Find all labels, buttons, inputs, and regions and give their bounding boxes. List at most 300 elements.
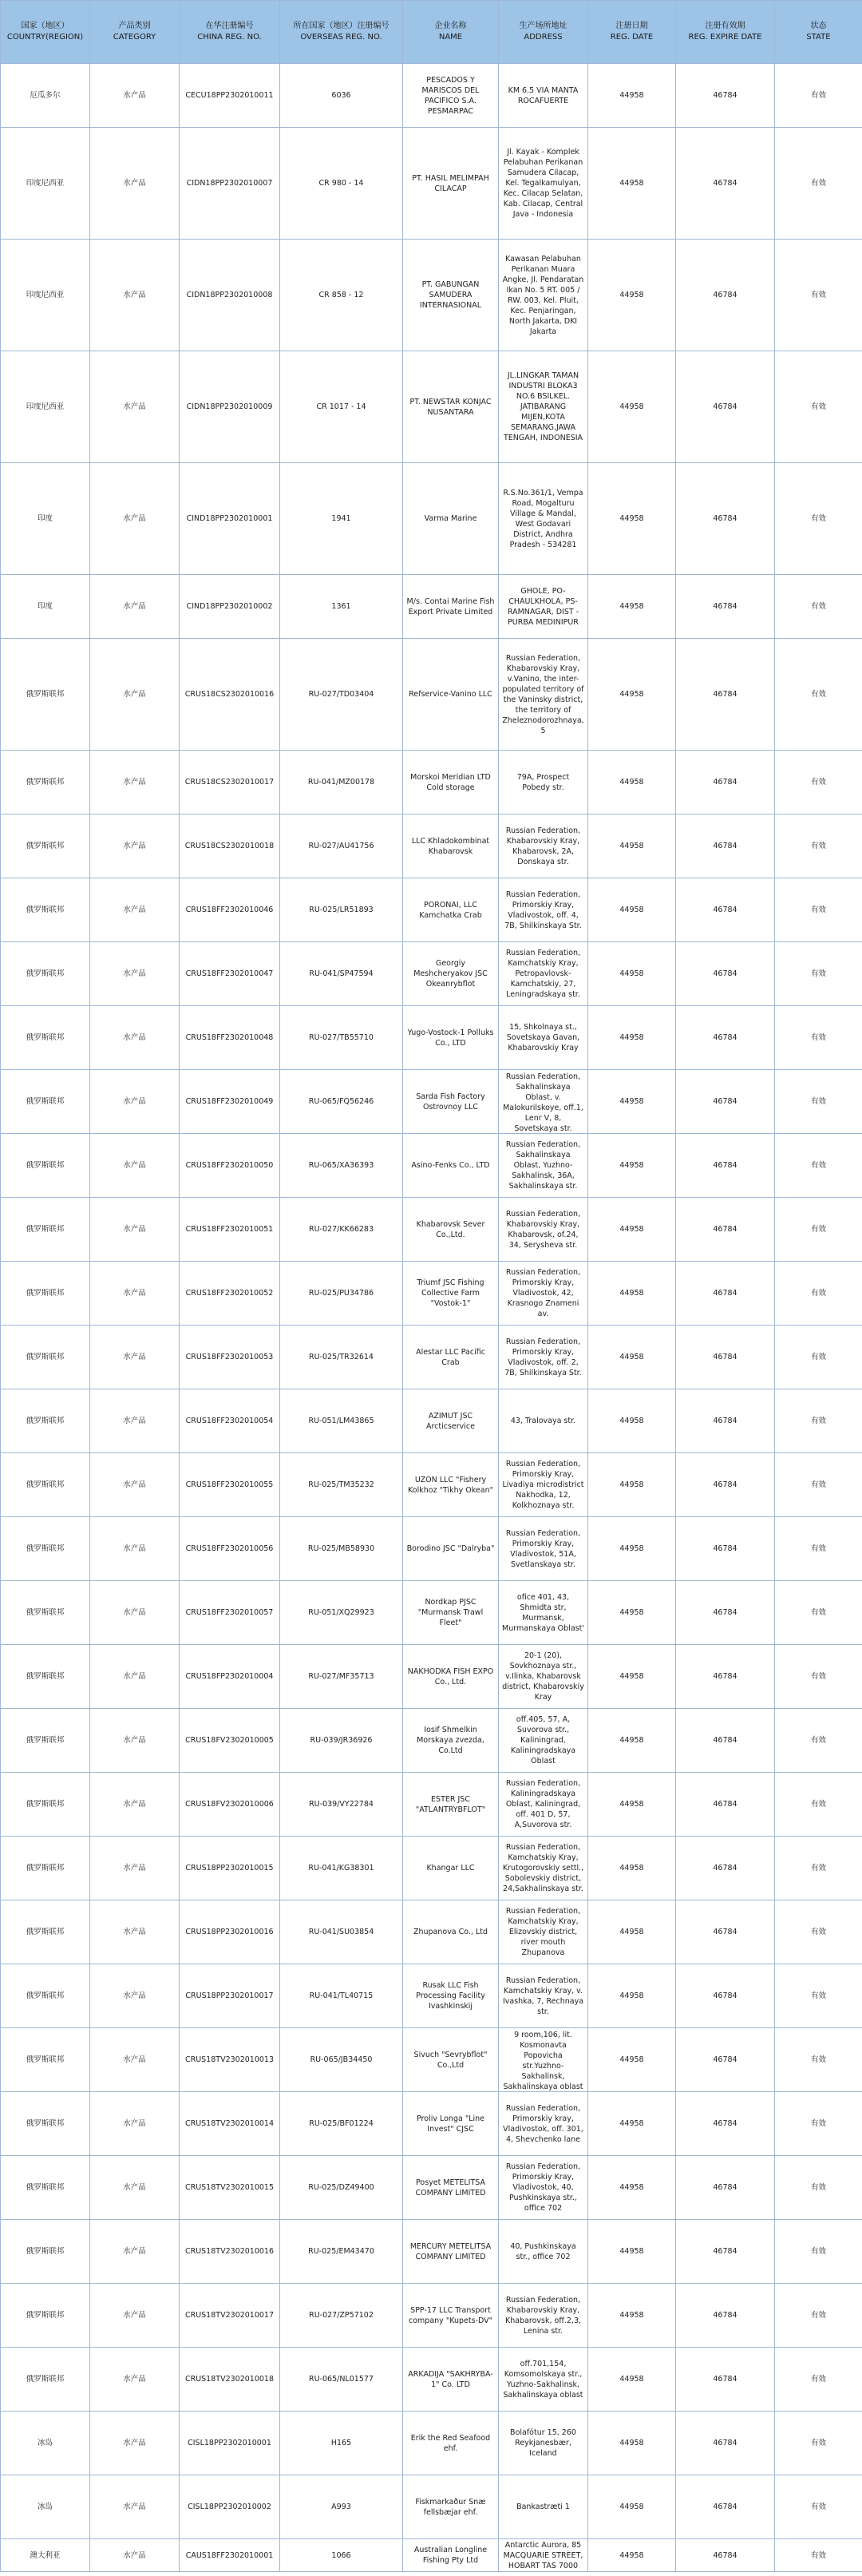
cell-reg-date: [588, 2348, 676, 2412]
cell-category-text: 水产品: [123, 1608, 146, 1617]
cell-address-text: Russian Federation, Primorskiy kray, Vladivostok, off. 301, 4, Shevchenko lane: [503, 2103, 583, 2144]
cell-overseas-reg-text: RU-027/TB55710: [309, 1033, 374, 1042]
cell-china-reg-text: CRUS18FF2302010057: [185, 1608, 274, 1617]
header-category-en: CATEGORY: [113, 33, 156, 42]
cell-country: [1, 1006, 90, 1070]
table-row: [1, 1389, 862, 1453]
cell-expire-date-text: 46784: [713, 842, 737, 850]
cell-country: [1, 1389, 90, 1453]
cell-category: [90, 1900, 180, 1964]
cell-state: [775, 1262, 862, 1326]
cell-expire-date: [676, 1964, 775, 2028]
cell-category-text: 水产品: [123, 1480, 146, 1489]
cell-overseas-reg: [280, 1070, 403, 1134]
cell-overseas-reg-text: RU-025/TM35232: [308, 1480, 374, 1489]
cell-state: [775, 942, 862, 1006]
cell-country-text: 印度尼西亚: [26, 291, 65, 299]
cell-country: [1, 2348, 90, 2412]
cell-overseas-reg-text: RU-065/JB34450: [310, 2055, 373, 2064]
cell-country: [1, 814, 90, 878]
cell-overseas-reg-text: 1941: [331, 514, 351, 523]
cell-country-text: 俄罗斯联邦: [26, 1928, 65, 1936]
cell-address-text: off.701,154, Komsomolskaya str., Yuzhno-Sakhalinsk, Sakhalinskaya oblast: [503, 2359, 583, 2400]
cell-address: [499, 2412, 588, 2475]
cell-china-reg-text: CIDN18PP2302010009: [186, 402, 273, 411]
cell-country: [1, 1773, 90, 1837]
cell-category: [90, 1964, 180, 2028]
cell-overseas-reg: [280, 1773, 403, 1837]
cell-country-text: 俄罗斯联邦: [26, 1480, 65, 1489]
cell-overseas-reg-text: CR 1017 - 14: [316, 402, 366, 411]
cell-country: [1, 2284, 90, 2348]
cell-state: [775, 1645, 862, 1709]
cell-category: [90, 1773, 180, 1837]
cell-category-text: 水产品: [123, 2119, 146, 2128]
cell-name: [403, 1198, 499, 1262]
cell-name-text: PT. HASIL MELIMPAH CILACAP: [412, 173, 489, 193]
cell-reg-date-text: 44958: [619, 842, 644, 850]
cell-address: [499, 2028, 588, 2092]
cell-name: [403, 2028, 499, 2092]
cell-overseas-reg-text: RU-027/TD03404: [308, 690, 374, 699]
cell-expire-date-text: 46784: [713, 1033, 737, 1042]
table-row: [1, 878, 862, 942]
cell-address: [499, 575, 588, 639]
cell-name: [403, 1900, 499, 1964]
cell-name: [403, 240, 499, 351]
cell-category: [90, 2475, 180, 2539]
cell-expire-date: [676, 463, 775, 575]
cell-reg-date: [588, 878, 676, 942]
cell-country: [1, 639, 90, 751]
cell-country: [1, 2220, 90, 2284]
cell-address: [499, 1645, 588, 1709]
cell-overseas-reg-text: RU-027/KK66283: [309, 1225, 374, 1234]
cell-state-text: 有效: [810, 778, 826, 787]
cell-category-text: 水产品: [123, 1991, 146, 2000]
cell-reg-date-text: 44958: [619, 2247, 644, 2256]
cell-name: [403, 1070, 499, 1134]
cell-state: [775, 2348, 862, 2412]
cell-state: [775, 1964, 862, 2028]
table-row: [1, 2220, 862, 2284]
cell-expire-date-text: 46784: [713, 2183, 737, 2192]
cell-reg-date: [588, 1645, 676, 1709]
cell-reg-date-text: 44958: [619, 1544, 644, 1553]
header-reg-date: [588, 1, 676, 64]
cell-state-text: 有效: [810, 2550, 826, 2560]
cell-category: [90, 2220, 180, 2284]
cell-china-reg: [180, 351, 280, 463]
cell-category: [90, 1517, 180, 1581]
cell-expire-date-text: 46784: [713, 2550, 737, 2560]
cell-expire-date: [676, 2028, 775, 2092]
cell-reg-date-text: 44958: [619, 1033, 644, 1042]
cell-country-text: 俄罗斯联邦: [26, 1800, 65, 1809]
cell-overseas-reg: [280, 463, 403, 575]
cell-expire-date: [676, 1134, 775, 1198]
cell-country-text: 冰岛: [37, 2439, 53, 2447]
cell-state-text: 有效: [810, 602, 826, 611]
cell-overseas-reg: [280, 1581, 403, 1645]
table-row: [1, 1964, 862, 2028]
cell-expire-date-text: 46784: [713, 602, 737, 611]
cell-china-reg: [180, 1453, 280, 1517]
cell-category-text: 水产品: [123, 842, 146, 850]
cell-expire-date-text: 46784: [713, 2055, 737, 2064]
cell-category: [90, 1134, 180, 1198]
cell-reg-date: [588, 1134, 676, 1198]
cell-reg-date-text: 44958: [619, 1608, 644, 1617]
cell-country-text: 俄罗斯联邦: [26, 2055, 65, 2064]
cell-overseas-reg-text: 6036: [331, 91, 351, 100]
cell-expire-date: [676, 1517, 775, 1581]
cell-reg-date-text: 44958: [619, 1353, 644, 1361]
cell-address: [499, 1453, 588, 1517]
cell-china-reg: [180, 1773, 280, 1837]
cell-address-text: Bankastræti 1: [516, 2503, 570, 2511]
cell-reg-date: [588, 1262, 676, 1326]
cell-china-reg-text: CRUS18FF2302010046: [185, 906, 274, 914]
cell-expire-date: [676, 2539, 775, 2572]
cell-category-text: 水产品: [123, 2439, 146, 2447]
cell-china-reg-text: CIDN18PP2302010008: [186, 291, 273, 299]
cell-category-text: 水产品: [123, 906, 146, 914]
cell-expire-date-text: 46784: [713, 1480, 737, 1489]
cell-country: [1, 240, 90, 351]
header-overseas-reg-en: OVERSEAS REG. NO.: [300, 33, 382, 42]
cell-category-text: 水产品: [123, 1097, 146, 1106]
cell-name-text: Khangar LLC: [426, 1864, 475, 1873]
cell-expire-date-text: 46784: [713, 906, 737, 914]
cell-address: [499, 942, 588, 1006]
cell-china-reg-text: CRUS18TV2302010015: [184, 2183, 275, 2192]
cell-overseas-reg-text: CR 980 - 14: [318, 179, 364, 188]
cell-state-text: 有效: [810, 1097, 826, 1106]
cell-reg-date: [588, 639, 676, 751]
cell-address-text: KM 6.5 VIA MANTA ROCAFUERTE: [508, 85, 579, 105]
cell-address-text: Russian Federation, Kamchatskiy Kray, v. Ivashka, 7, Rechnaya str.: [502, 1976, 584, 2016]
cell-china-reg-text: CRUS18FF2302010052: [185, 1289, 274, 1298]
header-overseas-reg-cn: 所在国家（地区）注册编号: [293, 22, 389, 30]
cell-state-text: 有效: [810, 1417, 826, 1425]
cell-reg-date: [588, 128, 676, 240]
cell-expire-date-text: 46784: [713, 690, 737, 699]
cell-name-text: Sivuch "Sevrybflot" Co.,Ltd: [413, 2050, 488, 2070]
cell-category-text: 水产品: [123, 969, 146, 978]
cell-address-text: R.S.No.361/1, Vempa Road, Mogalturu Village & Mandal, West Godavari District, Andhra Pradesh - 534281: [503, 488, 583, 549]
cell-address-text: Russian Federation, Primorskiy Kray, Vladivostok, 42, Krasnogo Znameni av.: [505, 1268, 581, 1318]
cell-china-reg: [180, 1900, 280, 1964]
cell-reg-date: [588, 240, 676, 351]
cell-name-text: Khabarovsk Sever Co.,Ltd.: [416, 1219, 485, 1239]
cell-china-reg-text: CRUS18CS2302010018: [184, 842, 275, 850]
cell-expire-date: [676, 878, 775, 942]
cell-reg-date: [588, 1070, 676, 1134]
cell-state-text: 有效: [810, 1800, 826, 1809]
cell-reg-date-text: 44958: [619, 179, 644, 188]
header-name-en: NAME: [438, 33, 463, 42]
cell-china-reg-text: CRUS18PP2302010017: [185, 1991, 274, 2000]
cell-country-text: 俄罗斯联邦: [26, 1672, 65, 1681]
cell-expire-date-text: 46784: [713, 2503, 737, 2511]
cell-reg-date: [588, 1006, 676, 1070]
cell-reg-date: [588, 2220, 676, 2284]
cell-reg-date: [588, 2284, 676, 2348]
cell-expire-date: [676, 2348, 775, 2412]
cell-name-text: PT. NEWSTAR KONJAC NUSANTARA: [409, 397, 492, 417]
cell-category-text: 水产品: [123, 690, 146, 699]
cell-name: [403, 2092, 499, 2156]
cell-expire-date-text: 46784: [713, 91, 737, 100]
cell-overseas-reg-text: RU-027/AU41756: [308, 842, 374, 850]
cell-address: [499, 64, 588, 128]
cell-overseas-reg: [280, 2348, 403, 2412]
cell-china-reg: [180, 2220, 280, 2284]
cell-china-reg: [180, 240, 280, 351]
header-overseas-reg: [280, 1, 403, 64]
cell-category: [90, 1453, 180, 1517]
table-body: [1, 64, 862, 2572]
cell-china-reg-text: CRUS18FV2302010005: [185, 1736, 274, 1745]
cell-overseas-reg: [280, 1900, 403, 1964]
cell-china-reg-text: CIDN18PP2302010007: [186, 179, 273, 188]
cell-name-text: MERCURY METELITSA COMPANY LIMITED: [409, 2241, 492, 2261]
cell-category-text: 水产品: [123, 1736, 146, 1745]
cell-state-text: 有效: [810, 2119, 826, 2128]
table-row: [1, 240, 862, 351]
cell-category: [90, 2092, 180, 2156]
cell-overseas-reg-text: RU-025/DZ49400: [308, 2183, 374, 2192]
cell-category: [90, 351, 180, 463]
cell-reg-date: [588, 1581, 676, 1645]
cell-address-text: Kawasan Pelabuhan Perikanan Muara Angke, Jl. Pendaratan Ikan No. 5 RT. 005 / RW. 003, Kel. Pluit, Kec. Penjaringan, North Jakarta, DKI Jakarta: [502, 254, 584, 336]
cell-address: [499, 751, 588, 814]
cell-state-text: 有效: [810, 1480, 826, 1489]
cell-state: [775, 64, 862, 128]
cell-reg-date: [588, 64, 676, 128]
cell-overseas-reg-text: RU-041/MZ00178: [307, 778, 375, 787]
cell-address-text: Russian Federation, Primorskiy Kray, Vladivostok, 40, Pushkinskaya str., office 702: [505, 2162, 581, 2213]
cell-china-reg: [180, 1837, 280, 1900]
table-row: [1, 1134, 862, 1198]
cell-china-reg-text: CIND18PP2302010001: [186, 514, 273, 523]
cell-state: [775, 463, 862, 575]
cell-state-text: 有效: [810, 906, 826, 914]
cell-china-reg: [180, 751, 280, 814]
cell-state-text: 有效: [810, 1033, 826, 1042]
table-row: [1, 575, 862, 639]
cell-china-reg-text: CRUS18FF2302010055: [185, 1480, 274, 1489]
cell-expire-date-text: 46784: [713, 2311, 737, 2320]
cell-name: [403, 814, 499, 878]
cell-overseas-reg: [280, 2156, 403, 2220]
cell-category-text: 水产品: [123, 1033, 146, 1042]
cell-address: [499, 1517, 588, 1581]
table-row: [1, 351, 862, 463]
cell-category-text: 水产品: [123, 2055, 146, 2064]
cell-expire-date: [676, 2220, 775, 2284]
cell-overseas-reg: [280, 1262, 403, 1326]
cell-name: [403, 2284, 499, 2348]
cell-state: [775, 814, 862, 878]
cell-name-text: ESTER JSC "ATLANTRYBFLOT": [415, 1794, 486, 1814]
cell-address-text: Russian Federation, Kamchatskiy Kray, Petropavlovsk-Kamchatskiy, 27, Leningradskaya str.: [505, 949, 581, 999]
cell-china-reg-text: CRUS18FV2302010006: [185, 1800, 274, 1809]
cell-address-text: Russian Federation, Kamchatskiy Kray, Elizovskiy district, river mouth Zhupanova: [505, 1907, 581, 1957]
header-row: [1, 1, 862, 64]
cell-address-text: Russian Federation, Kamchatskiy Kray, Krutogorovskiy settl., Sobolevskiy district, 24,Sakhalinskaya str.: [502, 1843, 584, 1893]
table-row: [1, 2092, 862, 2156]
cell-overseas-reg-text: RU-027/MF35713: [308, 1672, 374, 1681]
cell-state-text: 有效: [810, 1289, 826, 1298]
cell-overseas-reg: [280, 751, 403, 814]
cell-name: [403, 1389, 499, 1453]
cell-address-text: GHOLE, PO-CHAULKHOLA, PS-RAMNAGAR, DIST - PURBA MEDINIPUR: [507, 586, 579, 627]
cell-overseas-reg: [280, 351, 403, 463]
cell-category: [90, 814, 180, 878]
table-row: [1, 1773, 862, 1837]
header-state-en: STATE: [806, 33, 831, 42]
cell-name-text: Georgiy Meshcheryakov JSC Okeanrybflot: [413, 959, 488, 989]
cell-category-text: 水产品: [123, 1864, 146, 1873]
cell-name-text: ARKADIJA "SAKHRYBA-1" Co. LTD: [408, 2369, 493, 2389]
cell-china-reg: [180, 1645, 280, 1709]
cell-reg-date: [588, 1453, 676, 1517]
cell-name-text: Yugo-Vostock-1 Polluks Co., LTD: [407, 1028, 494, 1048]
cell-overseas-reg: [280, 128, 403, 240]
cell-expire-date: [676, 639, 775, 751]
cell-state: [775, 1326, 862, 1389]
cell-expire-date-text: 46784: [713, 2247, 737, 2256]
cell-state: [775, 240, 862, 351]
cell-category: [90, 64, 180, 128]
cell-state-text: 有效: [810, 1991, 826, 2000]
cell-state: [775, 1837, 862, 1900]
header-state: [775, 1, 862, 64]
cell-country: [1, 1326, 90, 1389]
cell-category-text: 水产品: [123, 1544, 146, 1553]
cell-state-text: 有效: [810, 969, 826, 978]
cell-reg-date-text: 44958: [619, 1417, 644, 1425]
cell-expire-date: [676, 1709, 775, 1773]
cell-expire-date: [676, 1453, 775, 1517]
header-name-cn: 企业名称: [434, 22, 467, 30]
cell-name: [403, 751, 499, 814]
cell-china-reg-text: CRUS18TV2302010017: [184, 2311, 275, 2320]
cell-category: [90, 639, 180, 751]
cell-address-text: 79A, Prospect Pobedy str.: [516, 772, 570, 792]
cell-name-text: PESCADOS Y MARISCOS DEL PACIFICO S.A. PESMARPAC: [421, 75, 480, 116]
cell-name: [403, 1837, 499, 1900]
cell-state: [775, 2092, 862, 2156]
cell-china-reg: [180, 575, 280, 639]
cell-reg-date-text: 44958: [619, 2183, 644, 2192]
cell-china-reg-text: CAUS18FF2302010001: [185, 2550, 274, 2560]
cell-country-text: 俄罗斯联邦: [26, 1864, 65, 1873]
cell-country: [1, 1581, 90, 1645]
cell-china-reg: [180, 2284, 280, 2348]
cell-address: [499, 1198, 588, 1262]
table-row: [1, 2539, 862, 2572]
cell-address-text: Russian Federation, Khabarovskiy Kray, v.Vanino, the inter-populated territory of the Vaninsky district, the territory of Zheleznodorozhnaya, 5: [502, 653, 584, 735]
cell-address: [499, 1389, 588, 1453]
cell-address: [499, 1837, 588, 1900]
cell-expire-date: [676, 2092, 775, 2156]
cell-name-text: Zhupanova Co., Ltd: [413, 1928, 488, 1936]
cell-address-text: off.405, 57, A, Suvorova str., Kaliningrad, Kaliningradskaya Oblast: [510, 1715, 576, 1766]
cell-state-text: 有效: [810, 1353, 826, 1361]
header-reg-date-cn: 注册日期: [615, 22, 648, 30]
cell-expire-date-text: 46784: [713, 291, 737, 299]
cell-category: [90, 1262, 180, 1326]
cell-country-text: 印度尼西亚: [26, 402, 65, 411]
cell-expire-date: [676, 814, 775, 878]
cell-overseas-reg: [280, 1645, 403, 1709]
cell-reg-date: [588, 2412, 676, 2475]
cell-china-reg: [180, 1326, 280, 1389]
cell-category-text: 水产品: [123, 602, 146, 611]
cell-country-text: 印度尼西亚: [26, 179, 65, 188]
cell-address-text: Russian Federation, Kaliningradskaya Oblast, Kaliningrad, off. 401 D, 57, A,Suvorova str.: [505, 1779, 581, 1829]
cell-state: [775, 2539, 862, 2572]
cell-country-text: 俄罗斯联邦: [26, 1353, 65, 1361]
cell-reg-date-text: 44958: [619, 2375, 644, 2384]
cell-expire-date-text: 46784: [713, 1289, 737, 1298]
cell-name-text: PT. GABUNGAN SAMUDERA INTERNASIONAL: [419, 280, 482, 310]
cell-category: [90, 1326, 180, 1389]
cell-state-text: 有效: [810, 1161, 826, 1170]
cell-country: [1, 1709, 90, 1773]
cell-category: [90, 1070, 180, 1134]
cell-country: [1, 2028, 90, 2092]
cell-expire-date-text: 46784: [713, 1161, 737, 1170]
cell-category-text: 水产品: [123, 402, 146, 411]
cell-state: [775, 575, 862, 639]
cell-china-reg: [180, 2028, 280, 2092]
cell-address-text: Russian Federation, Primorskiy Kray, Vladivostok, 51A, Svetlanskaya str.: [505, 1528, 581, 1569]
cell-category-text: 水产品: [123, 2311, 146, 2320]
cell-overseas-reg: [280, 1134, 403, 1198]
cell-reg-date: [588, 1900, 676, 1964]
table-row: [1, 1837, 862, 1900]
table-row: [1, 1517, 862, 1581]
cell-reg-date: [588, 2156, 676, 2220]
cell-reg-date-text: 44958: [619, 1289, 644, 1298]
cell-name: [403, 2475, 499, 2539]
table-row: [1, 1581, 862, 1645]
cell-reg-date-text: 44958: [619, 1991, 644, 2000]
cell-name: [403, 1134, 499, 1198]
cell-address: [499, 878, 588, 942]
cell-name: [403, 1517, 499, 1581]
cell-name: [403, 1645, 499, 1709]
cell-address-text: Russian Federation, Primorskiy Kray, Livadiya microdistrict Nakhodka, 12, Kolkhoznaya str.: [502, 1460, 584, 1510]
cell-state-text: 有效: [810, 2247, 826, 2256]
cell-state: [775, 1389, 862, 1453]
table-row: [1, 1900, 862, 1964]
cell-state-text: 有效: [810, 2183, 826, 2192]
cell-address-text: Russian Federation, Sakhalinskaya Oblast, v. Malokurilskoye, off.1, Lenr V, 8, Sovetskaya str.: [503, 1072, 583, 1132]
cell-china-reg-text: CRUS18FF2302010049: [185, 1097, 274, 1106]
cell-expire-date: [676, 1198, 775, 1262]
cell-category: [90, 1709, 180, 1773]
cell-expire-date: [676, 2412, 775, 2475]
cell-country-text: 俄罗斯联邦: [26, 1225, 65, 1234]
cell-category-text: 水产品: [123, 291, 146, 299]
cell-country: [1, 1262, 90, 1326]
cell-state: [775, 1900, 862, 1964]
